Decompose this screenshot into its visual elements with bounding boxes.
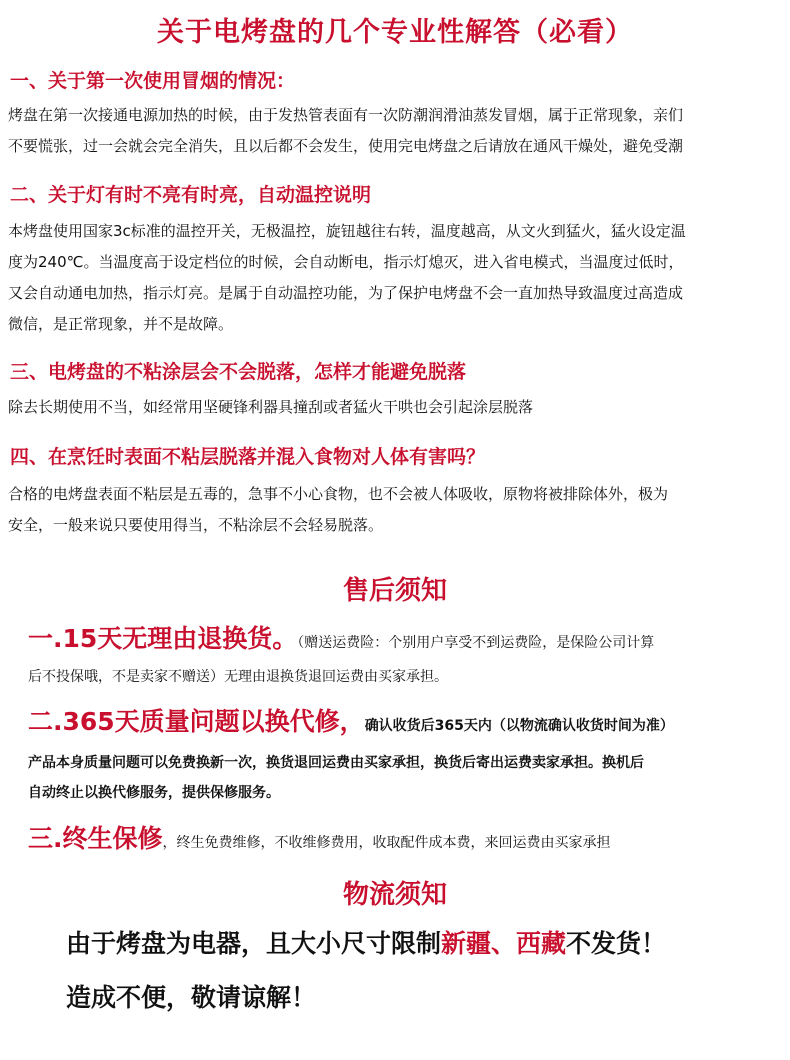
policy-1 bbox=[28, 619, 778, 655]
logistics-line-1-end: 不发货！ bbox=[566, 929, 667, 958]
page-title: 关于电烤盘的几个专业性解答（必看） bbox=[157, 17, 633, 48]
faq-1-line-1: 烤盘在第一次接通电源加热的时候，由于发热管表面有一次防潮润滑油蒸发冒烟，属于正常现象，亲们 bbox=[8, 106, 684, 124]
logistics-line-1 bbox=[66, 924, 776, 960]
policy-1-note: （赠送运费险：个别用户享受不到运费险，是保险公司计算 bbox=[297, 635, 655, 651]
faq-2-line-3: 又会自动通电加热，指示灯亮。是属于自动温控功能，为了保护电烤盘不会一直加热导致温度过高造成 bbox=[8, 284, 684, 302]
policy-2-body bbox=[28, 748, 778, 808]
faq-3-body bbox=[8, 392, 778, 423]
policy-3-note: ，终生免费维修，不收维修费用，收取配件成本费，来回运费由买家承担 bbox=[162, 835, 611, 851]
faq-1-line-2: 不要慌张，过一会就会完全消失，且以后都不会发生，使用完电烤盘之后请放在通风干燥处，避免受潮 bbox=[8, 137, 684, 155]
faq-4-line-2: 安全，一般来说只要使用得当，不粘涂层不会轻易脱落。 bbox=[8, 516, 384, 534]
logistics-line-2: 造成不便，敬请谅解！ bbox=[66, 983, 317, 1012]
logistics-regions: 新疆、西藏 bbox=[441, 929, 567, 958]
faq-2-line-2: 度为240℃。当温度高于设定档位的时候，会自动断电，指示灯熄灭，进入省电模式，当温度过低时， bbox=[8, 253, 684, 271]
policy-2 bbox=[28, 702, 778, 738]
logistics-line-1-start: 由于烤盘为电器，且大小尺寸限制 bbox=[66, 929, 442, 958]
logistics-title: 物流须知 bbox=[342, 880, 447, 910]
policy-2-note: 确认收货后365天内（以物流确认收货时间为准） bbox=[364, 718, 674, 734]
faq-2-heading: 二、关于灯有时不亮有时亮，自动温控说明 bbox=[10, 184, 372, 206]
policy-1-line-2: 后不投保哦，不是卖家不赠送）无理由退换货退回运费由买家承担。 bbox=[28, 669, 448, 685]
policy-2-line-2: 自动终止以换代修服务，提供保修服务。 bbox=[28, 785, 280, 801]
after-sales-title: 售后须知 bbox=[342, 576, 447, 606]
faq-1-heading: 一、关于第一次使用冒烟的情况： bbox=[10, 70, 296, 92]
policy-3-heading: 三.终生保修 bbox=[28, 824, 163, 853]
faq-2-line-4: 微信，是正常现象，并不是故障。 bbox=[8, 315, 234, 333]
faq-3-heading: 三、电烤盘的不粘涂层会不会脱落，怎样才能避免脱落 bbox=[10, 361, 467, 383]
faq-3-line-1: 除去长期使用不当，如经常用坚硬锋利器具撞刮或者猛火干哄也会引起涂层脱落 bbox=[8, 398, 534, 416]
policy-1-heading: 一.15天无理由退换货。 bbox=[28, 624, 298, 653]
policy-2-line-1: 产品本身质量问题可以免费换新一次，换货退回运费由买家承担，换货后寄出运费卖家承担。换机后 bbox=[28, 755, 644, 771]
policy-3 bbox=[28, 819, 778, 855]
faq-4-line-1: 合格的电烤盘表面不粘层是五毒的，急事不小心食物，也不会被人体吸收，原物将被排除体外，极为 bbox=[8, 485, 669, 503]
faq-4-heading: 四、在烹饪时表面不粘层脱落并混入食物对人体有害吗？ bbox=[10, 446, 486, 468]
policy-2-heading: 二.365天质量问题以换代修， bbox=[28, 707, 365, 736]
faq-2-body bbox=[8, 216, 778, 340]
faq-2-line-1: 本烤盘使用国家3c标准的温控开关，无极温控，旋钮越往右转，温度越高，从文火到猛火，猛火设定温 bbox=[8, 222, 686, 240]
faq-4-body bbox=[8, 479, 778, 541]
faq-1-body bbox=[8, 100, 778, 162]
